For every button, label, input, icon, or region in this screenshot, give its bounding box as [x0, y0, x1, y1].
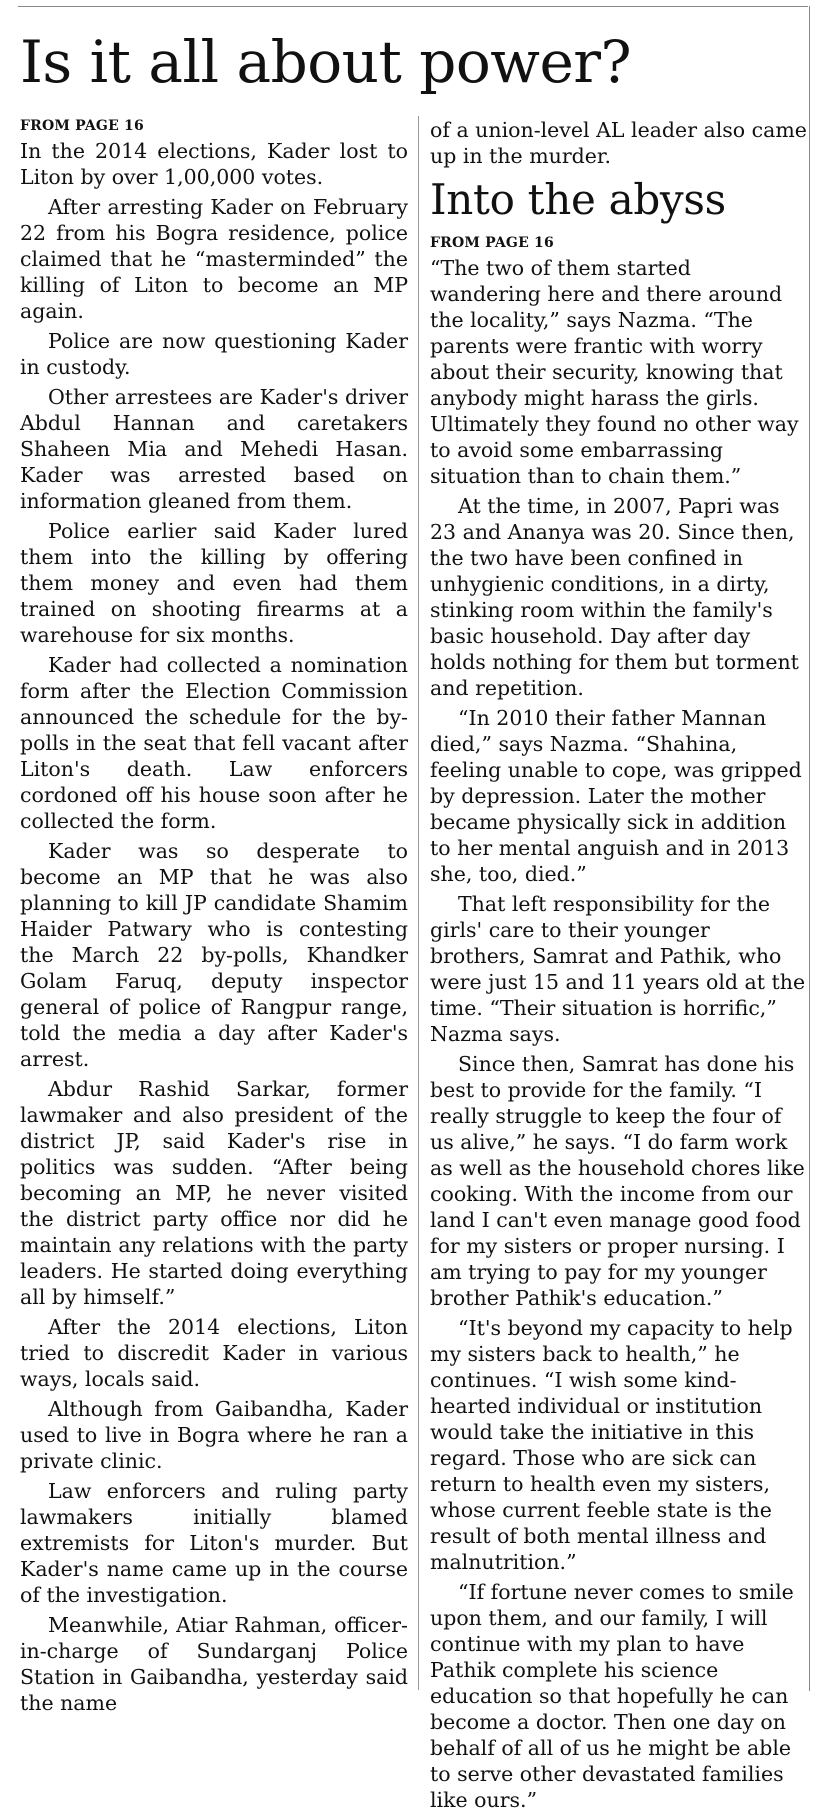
right-column	[430, 117, 808, 1817]
from-page-kicker: FROM PAGE 16	[430, 235, 554, 251]
article-paragraph: Meanwhile, Atiar Rahman, officer-in-charge of Sundarganj Police Station in Gaibandha, yesterday said the name	[20, 1613, 408, 1715]
article-paragraph: Since then, Samrat has done his best to provide for the family. “I really struggle to keep the four of us alive,” he says. “I do farm work as well as the household chores like cooking. With the income from our land I can't even manage good food for my sisters or proper nursing. I am trying to pay for my younger brother Pathik's education.”	[430, 1052, 805, 1310]
left-column	[20, 118, 408, 1720]
article-paragraph: “In 2010 their father Mannan died,” says Nazma. “Shahina, feeling unable to cope, was gripped by depression. Later the mother became physically sick in addition to her mental anguish and in 2013 she, too, died.”	[430, 706, 802, 886]
continued-text: of a union-level AL leader also came up in the murder.	[430, 118, 807, 168]
right-rule	[809, 6, 810, 1691]
page-headline: Is it all about power?	[20, 28, 632, 96]
story-headline: Into the abyss	[430, 175, 726, 224]
article-paragraph: In the 2014 elections, Kader lost to Liton by over 1,00,000 votes.	[20, 139, 408, 189]
article-paragraph: Police earlier said Kader lured them into the killing by offering them money and even had them trained on shooting firearms at a warehouse for six months.	[20, 519, 408, 647]
from-page-kicker: FROM PAGE 16	[20, 118, 144, 134]
column-divider	[418, 116, 419, 1690]
article-paragraph: Although from Gaibandha, Kader used to live in Bogra where he ran a private clinic.	[20, 1397, 408, 1473]
article-paragraph: Police are now questioning Kader in custody.	[20, 329, 408, 379]
article-paragraph: After the 2014 elections, Liton tried to discredit Kader in various ways, locals said.	[20, 1315, 408, 1391]
top-rule	[18, 6, 808, 7]
article-paragraph: Abdur Rashid Sarkar, former lawmaker and also president of the district JP, said Kader's rise in politics was sudden. “After being becoming an MP, he never visited the district party office nor did he maintain any relations with the party leaders. He started doing everything all by himself.”	[20, 1077, 408, 1309]
article-paragraph: “The two of them started wandering here and there around the locality,” says Nazma. “The parents were frantic with worry about their security, knowing that anybody might harass the girls. Ultimately they found no other way to avoid some embarrassing situation than to chain them.”	[430, 256, 799, 488]
article-paragraph: That left responsibility for the girls' care to their younger brothers, Samrat and Pathik, who were just 15 and 11 years old at the time. “Their situation is horrific,” Nazma says.	[430, 892, 806, 1046]
article-paragraph: Kader was so desperate to become an MP that he was also planning to kill JP candidate Shamim Haider Patwary who is contesting the March 22 by-polls, Khandker Golam Faruq, deputy inspector general of police of Rangpur range, told the media a day after Kader's arrest.	[20, 839, 408, 1071]
article-paragraph: After arresting Kader on February 22 from his Bogra residence, police claimed that he “masterminded” the killing of Liton to become an MP again.	[20, 195, 408, 323]
article-paragraph: Other arrestees are Kader's driver Abdul Hannan and caretakers Shaheen Mia and Mehedi Hasan. Kader was arrested based on information gleaned from them.	[20, 385, 408, 513]
article-paragraph: Law enforcers and ruling party lawmakers initially blamed extremists for Liton's murder. But Kader's name came up in the course of the investigation.	[20, 1479, 408, 1607]
article-paragraph: “It's beyond my capacity to help my sisters back to health,” he continues. “I wish some kind-hearted individual or institution would take the initiative in this regard. Those who are sick can return to health even my sisters, whose current feeble state is the result of both mental illness and malnutrition.”	[430, 1316, 793, 1574]
article-paragraph: At the time, in 2007, Papri was 23 and Ananya was 20. Since then, the two have been confined in unhygienic conditions, in a dirty, stinking room within the family's basic household. Day after day holds nothing for them but torment and repetition.	[430, 494, 799, 700]
article-paragraph: Kader had collected a nomination form after the Election Commission announced the schedule for the by-polls in the seat that fell vacant after Liton's death. Law enforcers cordoned off his house soon after he collected the form.	[20, 653, 408, 833]
article-paragraph: “If fortune never comes to smile upon them, and our family, I will continue with my plan to have Pathik complete his science education so that hopefully he can become a doctor. Then one day on behalf of all of us he might be able to serve other devastated families like ours.”	[430, 1580, 794, 1812]
